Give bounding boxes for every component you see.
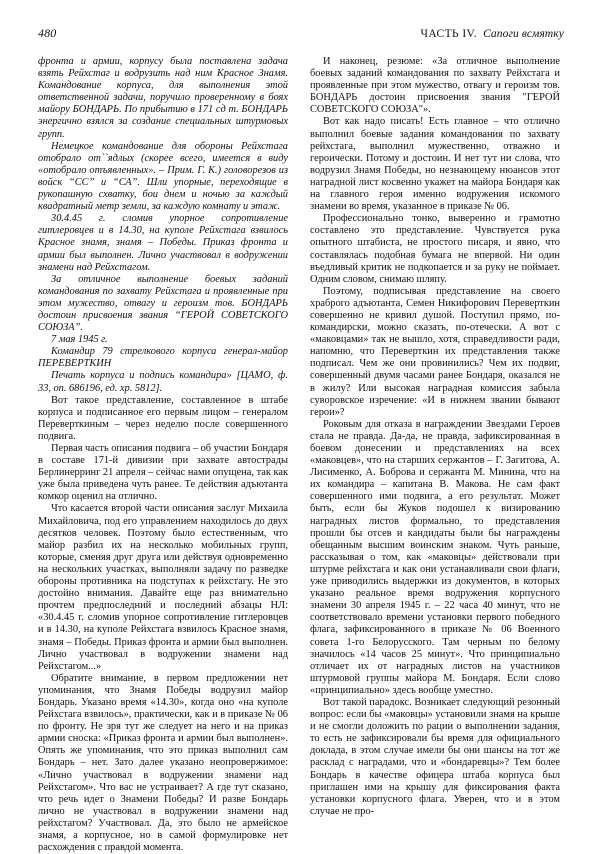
paragraph: Немецкое командование для обороны Рейхстага отобрало от``ядлых (скорее всего, имеется в виду «отобрало отъявленных». – Прим. Г. К.) головорезов из войск “СС” и “СА”. Шли упорные, переходящие в рукопашную схватку, бои днем и ночью за каждый квадратный метр земли, за каждую комнату и этаж.	[38, 140, 288, 213]
paragraph: Вот такой парадокс. Возникает следующий резонный вопрос: если бы «маковцы» установили знамя на крыше и не смогли доложить по рации о выполнении задания, то есть не зафиксировали бы время для официального доклада, в этом случае имели бы они шансы на тот же расклад с наградами, что и «бондаревцы»? Тем более Бондарь в качестве офицера штаба корпуса был приглашен ими на крышу для фиксирования факта установки корпусного флага. Уверен, что и в этом случае не про-	[310, 696, 560, 817]
running-head-part: ЧАСТЬ IV.	[420, 28, 478, 40]
paragraph: Вот такое представление, составленное в штабе корпуса и подписанное его первым лицом – генералом Переверткиным – через неделю после совершенного подвига.	[38, 394, 288, 442]
paragraph: За отличное выполнение боевых заданий командования по захвату Рейхстага и проявленные при этом мужество, отвагу и героизм тов. БОНДАРЬ достоин присвоения звания “ГЕРОЙ СОВЕТСКОГО СОЮЗА”.	[38, 273, 288, 334]
paragraph: Профессионально тонко, выверенно и грамотно составлено это представление. Чувствуется рука опытного штабиста, не простого писаря, и явно, что составлялась подобная бумага не впервой. Ни один въедливый критик не подкопается и за руку не поймает. Одним словом, снимаю шляпу.	[310, 213, 560, 285]
page-number: 480	[38, 26, 57, 40]
left-column	[38, 56, 288, 854]
paragraph: Командир 79 стрелкового корпуса генерал-майор ПЕРЕВЕРТКИН	[38, 346, 288, 370]
paragraph: И наконец, резюме: «За отличное выполнение боевых заданий командования по захвату Рейхстага и проявленные при этом мужество, отвагу и героизм тов. БОНДАРЬ достоин присвоения звания "ГЕРОЙ СОВЕТСКОГО СОЮЗА"».	[310, 56, 560, 116]
paragraph: Роковым для отказа в награждении Звездами Героев стала не правда. Да-да, не правда, зафиксированная в боевом донесении и представлениях на всех «маковцев», что на старших сержантов – Г. Загитова, А. Лисименко, А. Боброва и сержанта М. Минина, что на их командира – капитана В. Макова. Не сам факт совершенного ими подвига, а его результат. Может быть, если бы Жуков подошел к визированию наградных листов формально, то представления прошли бы отсев и кандидаты были бы награждены обещанным высшим воинским знаком. Чуть раньше, рассказывая о том, как «маковцы» действовали при штурме рейхстага и как они устанавливали свои флаги, уже приводились выдержки из документов, в которых указано реальное время водружения корпусного знамени 30 апреля 1945 г. – 22 часа 40 минут, что не соответствовало времени установки первого победного флага, зафиксированного в приказе № 06 Военного совета 1-го Белорусского. Там черным по белому значилось «14 часов 25 минут». Что принципиально отличает их от наградных листов на участников штурмовой группы майора М. Бондаря. Если слово «принципиально» здесь вообще уместно.	[310, 418, 560, 696]
running-head	[38, 26, 564, 42]
paragraph: Что касается второй части описания заслуг Михаила Михайловича, под его управлением находилось до двух десятков человек. Поэтому было естественным, что майор разбил их на несколько мобильных групп, которые, сменяя друг друга или действуя одновременно на нескольких участках, выполняли задачу по разведке обороны противника на подступах к рейхстагу. Не это достойно внимания. Давайте еще раз внимательно прочтем предпоследний и последний абзацы НЛ: «30.4.45 г. сломив упорное сопротивление гитлеровцев и в 14.30, на куполе Рейхстага взвилось Красное знамя, знамя – Победы. Приказ фронта и армии был выполнен. Лично участвовал в водружении знамени над Рейхстагом...»	[38, 503, 288, 672]
running-head-right	[421, 28, 564, 40]
paragraph: Поэтому, подписывая представление на своего храброго адъютанта, Семен Никифорович Переверткин совершенно не кривил душой. Поступил прямо, по-командирски, можно сказать, по-отечески. А вот с «маковцами» так не вышло, хотя, справедливости ради, напомню, что Переверткин их представления также подписал. Чем же они провинились? Чем их подвиг, совершенный двумя часами ранее Бондаря, оказался не в жилу? Или высокая наградная комиссия забыла суворовское изречение: «И в нижнем звании бывают герои»?	[310, 285, 560, 418]
paragraph: Первая часть описания подвига – об участии Бондаря в составе 171-й дивизии при захвате автострады Берлинерринг 21 апреля – сейчас нами опущена, так как уже была приведена чуть ранее. Те действия адъютанта комкор оценил на отлично.	[38, 443, 288, 503]
two-column-body	[38, 56, 564, 854]
paragraph: 30.4.45 г. сломив упорное сопротивление гитлеровцев и в 14.30, на куполе Рейхстага взвилось Красное знамя, знамя – Победы. Приказ фронта и армии был выполнен. Лично участвовал в водружении знамени над Рейхстагом.	[38, 213, 288, 273]
paragraph: Печать корпуса и подпись командира» [ЦАМО, ф. 33, оп. 686196, ед. хр. 5812].	[38, 370, 288, 394]
paragraph: Обратите внимание, в первом предложении нет упоминания, что Знамя Победы водрузил майор Бондарь. Указано время «14.30», когда оно «на куполе Рейхстага взвилось», практически, как и в приказе № 06 по фронту. Не зря тут же следует на него и на приказ армии сноска: «Приказ фронта и армии был выполнен». Опять же упоминания, что это приказ выполнил сам Бондарь – нет. Зато далее указано неопровержимое: «Лично участвовал в водружении знамени над Рейхстагом». Что вас не устраивает? А где тут сказано, что речь идет о Знамени Победы? И разве Бондарь лично не участвовал в водружении знамени над рейхстагом? Участвовал. Да, это было не армейское знамя, а корпусное, но в самой формулировке нет расхождения с правдой момента.	[38, 672, 288, 854]
paragraph: 7 мая 1945 г.	[51, 334, 108, 346]
paragraph: фронта и армии, корпусу была поставлена задача взять Рейхстаг и водрузить над ним Красное Знамя. Командование корпуса, для выполнения этой ответственной задачи, поручило проверенному в боях майору БОНДАРЬ. По прибытию в 171 сд т. БОНДАРЬ энергично взялся за создание специальных штурмовых групп.	[38, 56, 288, 140]
paragraph: Вот как надо писать! Есть главное – что отлично выполнил боевые задания командования по захвату рейхстага, выполнил мужественно, отважно и героически. Потому и достоин. И нет тут ни слова, что водрузил Знамя Победы, но незнающему нюансов этот наградной лист косвенно укажет на майора Бондаря как на главного героя именно водружения искомого знамени во время, указанное в приказе № 06.	[310, 116, 560, 213]
running-head-title: Сапоги всмятку	[483, 28, 564, 40]
right-column	[310, 56, 560, 818]
